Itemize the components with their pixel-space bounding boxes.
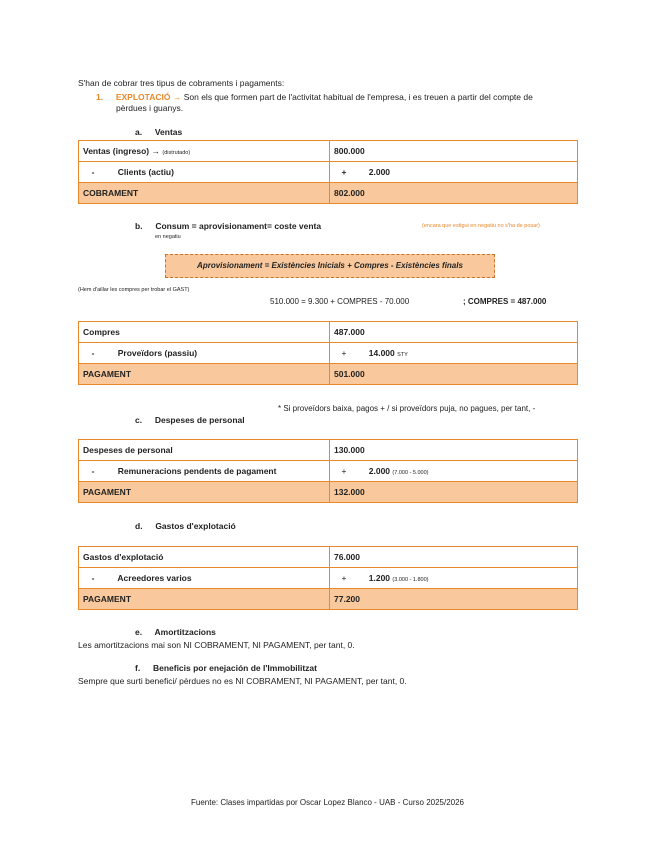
subsection-e-title: Amortitzacions [154,627,216,637]
subsection-d-heading [135,521,236,531]
acreedores-value-cell [330,568,578,589]
ventas-table [78,140,578,204]
proveidors-footnote: * Si proveïdors baixa, pagos + / si proveïdors puja, no pagues, per tant, - [278,404,536,413]
page-footer: Fuente: Clases impartidas por Oscar Lopez Blanco - UAB - Curso 2025/2026 [190,798,465,807]
aprovisionament-formula: Aprovisionament = Existències Inicials + Compres - Existències finals [165,254,495,278]
acreedores-dash: - [91,573,95,583]
remuneracions-sign: + [341,466,347,476]
subsection-a-letter: a. [135,127,143,137]
remuneracions-value-cell [330,461,578,482]
personal-table [78,439,578,503]
hem-note: (Hem d'aillar les compres per trobar el GAST) [78,287,190,293]
clients-value-cell [330,162,578,183]
subsection-b-title: Consum = aprovisionament= coste venta [155,221,322,231]
subsection-a-title: Ventas [154,127,183,137]
pagament-b-value: 501.000 [330,364,578,385]
proveidors-dash: - [91,348,95,358]
acreedores-label-cell [79,568,330,589]
subsection-e-letter: e. [135,627,143,637]
clients-label: Clients (actiu) [117,167,174,177]
ventas-label: Ventas (ingreso) → [83,146,160,156]
subsection-c-letter: c. [135,415,143,425]
table-row [79,162,578,183]
compres-value: 487.000 [330,322,578,343]
clients-sign: + [341,167,347,177]
compres-label: Compres [79,322,330,343]
clients-value: 2.000 [368,167,391,177]
pagament-d-label: PAGAMENT [79,589,330,610]
subsection-d-letter: d. [135,521,143,531]
table-row [79,461,578,482]
proveidors-label: Proveïdors (passiu) [117,348,198,358]
table-row [79,322,578,343]
table-row [79,364,578,385]
acreedores-value: 1.200 [368,573,391,583]
compres-table [78,321,578,385]
explotacio-table [78,546,578,610]
proveidors-value-cell [330,343,578,364]
compres-result: ; COMPRES = 487.000 [463,297,547,306]
cobrament-value: 802.000 [330,183,578,204]
personal-value: 130.000 [330,440,578,461]
personal-label: Despeses de personal [79,440,330,461]
subsection-b-sub: en negatiu [155,234,181,240]
pagament-b-label: PAGAMENT [79,364,330,385]
pagament-c-label: PAGAMENT [79,482,330,503]
remuneracions-dash: - [91,466,95,476]
section-1-desc-line2: pèrdues i guanys. [116,103,184,113]
table-row [79,589,578,610]
section-1-desc-line1: Son els que formen part de l'activitat habitual de l'empresa, i es treuen a partir del compte de [183,92,533,102]
gastos-label: Gastos d'explotació [79,547,330,568]
intro-text: S'han de cobrar tres tipus de cobraments i pagaments: [78,78,285,88]
ventas-value: 800.000 [330,141,578,162]
remuneracions-label-cell [79,461,330,482]
ventas-label-cell [79,141,330,162]
pagament-d-value: 77.200 [330,589,578,610]
pagament-c-value: 132.000 [330,482,578,503]
proveidors-label-cell [79,343,330,364]
subsection-c-title: Despeses de personal [154,415,245,425]
cobrament-label: COBRAMENT [79,183,330,204]
clients-dash: - [91,167,95,177]
subsection-e-heading [135,627,216,637]
ventas-note: (distrutado) [162,150,191,156]
compres-equation: 510.000 = 9.300 + COMPRES - 70.000 [270,297,410,306]
clients-label-cell [79,162,330,183]
table-row [79,568,578,589]
subsection-b-right-note: (encara que estigui en negatiu no s'ha de posar) [422,223,540,229]
remuneracions-label: Remuneracions pendents de pagament [117,466,277,476]
table-row [79,183,578,204]
subsection-d-title: Gastos d'explotació [155,521,236,531]
subsection-b-heading [135,221,321,231]
subsection-f-letter: f. [135,663,141,673]
proveidors-sign: + [341,348,347,358]
acreedores-note: (3.000 - 1.800) [392,577,429,583]
acreedores-label: Acreedores varios [117,573,192,583]
subsection-b-letter: b. [135,221,143,231]
table-row [79,343,578,364]
section-1-heading [96,92,533,102]
beneficis-text: Sempre que surti benefici/ pèrdues no es NI COBRAMENT, NI PAGAMENT, per tant, 0. [78,676,407,686]
acreedores-sign: + [341,573,347,583]
remuneracions-value: 2.000 [368,466,391,476]
subsection-f-heading [135,663,317,673]
proveidors-value: 14.000 [368,348,395,358]
section-1-title: EXPLOTACIÓ → [115,92,182,102]
subsection-a-heading [135,127,182,137]
table-row [79,482,578,503]
section-1-number: 1. [96,92,104,102]
amortitzacions-text: Les amortitzacions mai son NI COBRAMENT, NI PAGAMENT, per tant, 0. [78,640,355,650]
table-row [79,440,578,461]
remuneracions-note: (7.000 - 5.000) [392,470,429,476]
proveidors-note: STY [397,352,408,358]
table-row [79,141,578,162]
gastos-value: 76.000 [330,547,578,568]
table-row [79,547,578,568]
subsection-c-heading [135,415,245,425]
subsection-f-title: Beneficis por enejación de l'Immobilitzat [152,663,317,673]
